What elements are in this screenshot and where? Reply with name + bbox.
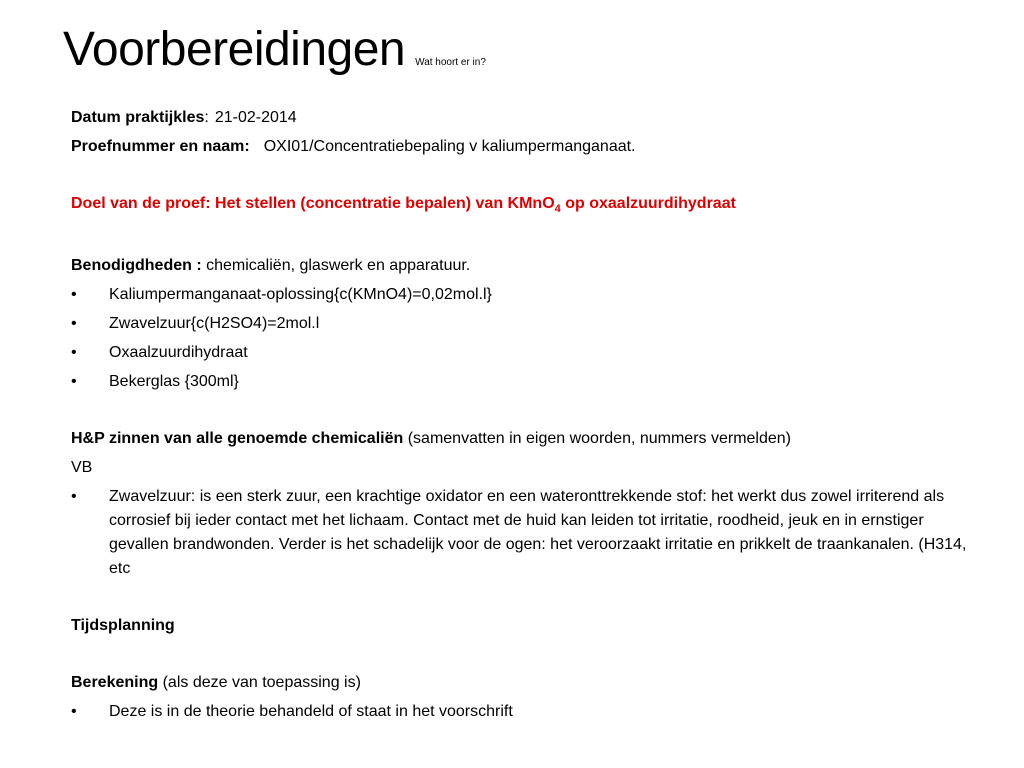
list-item — [71, 312, 981, 336]
benodigdheden-label: Benodigdheden : — [71, 257, 202, 275]
list-item-text: Deze is in de theorie behandeld of staat in het voorschrift — [109, 703, 513, 721]
page-subtitle: Wat hoort er in? — [415, 57, 486, 68]
berekening-line — [71, 671, 981, 695]
list-item — [71, 370, 981, 394]
list-item — [71, 283, 981, 307]
benodigdheden-line — [71, 254, 981, 278]
doel-text-after: op oxaalzuurdihydraat — [560, 195, 736, 212]
proefnummer-value: OXI01/Concentratiebepaling v kaliumpermanganaat. — [263, 138, 636, 155]
hp-label: H&P zinnen van alle genoemde chemicaliën — [71, 430, 404, 448]
bullet-icon: • — [71, 703, 77, 721]
doel-subscript: 4 — [554, 203, 561, 216]
list-item — [71, 485, 981, 581]
vb-line: VB — [71, 459, 93, 477]
berekening-value: (als deze van toepassing is) — [158, 674, 361, 692]
doel-line — [71, 192, 981, 221]
datum-label: Datum praktijkles — [71, 109, 205, 126]
list-item-text: Bekerglas {300ml} — [109, 373, 239, 391]
list-item — [71, 341, 981, 365]
tijdsplanning-line — [71, 614, 981, 638]
doel-text: Doel van de proef: Het stellen (concentratie bepalen) van KMnO — [71, 195, 555, 212]
bullet-icon: • — [71, 373, 77, 391]
berekening-label: Berekening — [71, 674, 159, 692]
proefnummer-line — [71, 135, 981, 159]
benodigdheden-value: chemicaliën, glaswerk en apparatuur. — [201, 257, 471, 275]
tijdsplanning-label: Tijdsplanning — [71, 617, 175, 635]
datum-line: Datum praktijkles: 21-02-2014 — [71, 109, 297, 126]
bullet-icon: • — [71, 286, 77, 304]
list-item-text: Kaliumpermanganaat-oplossing{c(KMnO4)=0,02mol.l} — [109, 286, 492, 304]
list-item-text: Zwavelzuur: is een sterk zuur, een krachtige oxidator en een wateronttrekkende stof: het werkt dus zowel irriterend als corrosief bij ieder contact met het lichaam. Contact met de huid kan leiden tot irritatie, roodheid, jeuk en in ernstiger gevallen brandwonden. Verder is het schadelijk voor de ogen: het veroorzaakt irritatie en prikkelt de traankanalen. (H314, etc — [109, 488, 967, 578]
list-item-text: Zwavelzuur{c(H2SO4)=2mol.l — [109, 315, 320, 333]
bullet-icon: • — [71, 315, 77, 333]
proefnummer-label: Proefnummer en naam: — [71, 138, 250, 155]
hp-value: (samenvatten in eigen woorden, nummers vermelden) — [403, 430, 792, 448]
datum-value: 21-02-2014 — [214, 109, 297, 126]
slide-content — [71, 106, 981, 729]
page-title: Voorbereidingen — [63, 23, 406, 76]
bullet-icon: • — [71, 488, 77, 506]
list-item — [71, 700, 981, 724]
title-row — [63, 18, 486, 82]
hp-line — [71, 427, 981, 451]
list-item-text: Oxaalzuurdihydraat — [109, 344, 248, 362]
bullet-icon: • — [71, 344, 77, 362]
